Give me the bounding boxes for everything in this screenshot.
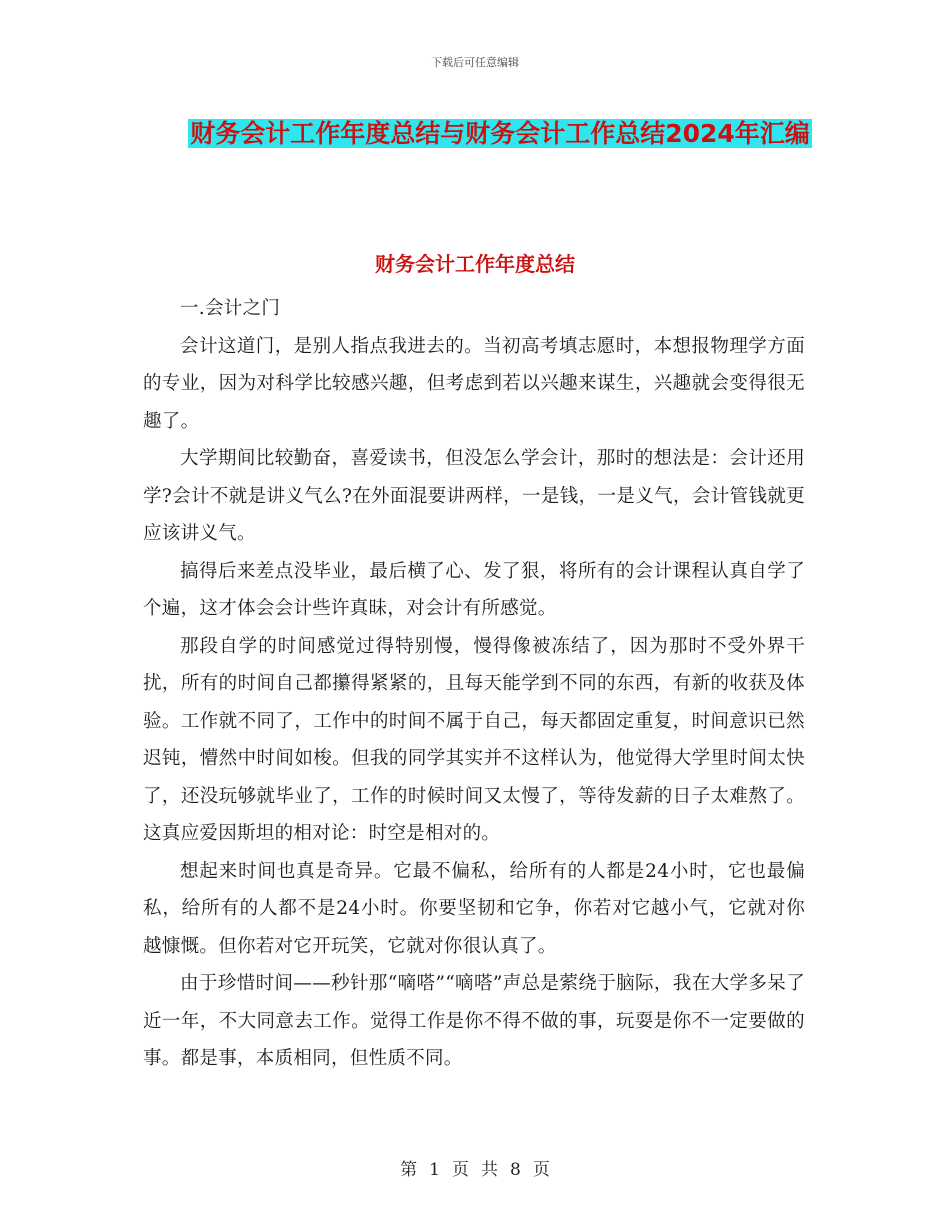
paragraph: 大学期间比较勤奋，喜爱读书，但没怎么学会计，那时的想法是：会计还用学?会计不就是讲义气么?在外面混要讲两样，一是钱，一是义气，会计管钱就更应该讲义气。 [143, 448, 805, 544]
paragraph: 会计这道门，是别人指点我进去的。当初高考填志愿时，本想报物理学方面的专业，因为对科学比较感兴趣，但考虑到若以兴趣来谋生，兴趣就会变得很无趣了。 [143, 335, 805, 432]
page-number: 1 [429, 1160, 440, 1180]
paragraph: 搞得后来差点没毕业，最后横了心、发了狠，将所有的会计课程认真自学了个遍，这才体会会计些许真昧，对会计有所感觉。 [143, 560, 805, 619]
document-title-text: 财务会计工作年度总结与财务会计工作总结2024年汇编 [190, 119, 810, 148]
page-label-prefix: 第 [400, 1160, 418, 1180]
header-note: 下载后可任意编辑 [431, 56, 519, 69]
paragraph: 想起来时间也真是奇异。它最不偏私，给所有的人都是24小时，它也最偏私，给所有的人都不是24小时。你要坚韧和它争，你若对它越小气，它就对你越慷慨。但你若对它开玩笑，它就对你很认真了。 [143, 860, 805, 957]
paragraph: 那段自学的时间感觉过得特别慢，慢得像被冻结了，因为那时不受外界干扰，所有的时间自己都攥得紧紧的，且每天能学到不同的东西，有新的收获及体验。工作就不同了，工作中的时间不属于自己，每天都固定重复，时间意识已然迟钝，懵然中时间如梭。但我的同学其实并不这样认为，他觉得大学里时间太快了，还没玩够就毕业了，工作的时候时间又太慢了，等待发薪的日子太难熬了。这真应爱因斯坦的相对论：时空是相对的。 [143, 635, 805, 844]
page-footer [0, 1155, 950, 1180]
page-label-suffix: 页 [532, 1160, 550, 1180]
total-pages: 8 [510, 1160, 521, 1180]
paragraph: 由于珍惜时间——秒针那“嘀嗒”“嘀嗒”声总是萦绕于脑际，我在大学多呆了近一年，不大同意去工作。觉得工作是你不得不做的事，玩耍是你不一定要做的事。都是事，本质相同，但性质不同。 [143, 973, 805, 1069]
page-label-mid: 页 [452, 1160, 469, 1180]
document-title [180, 112, 820, 156]
section-title: 财务会计工作年度总结 [375, 252, 575, 276]
total-label: 共 [481, 1160, 498, 1180]
document-body [143, 290, 805, 1078]
section-heading: 一.会计之门 [180, 298, 281, 319]
